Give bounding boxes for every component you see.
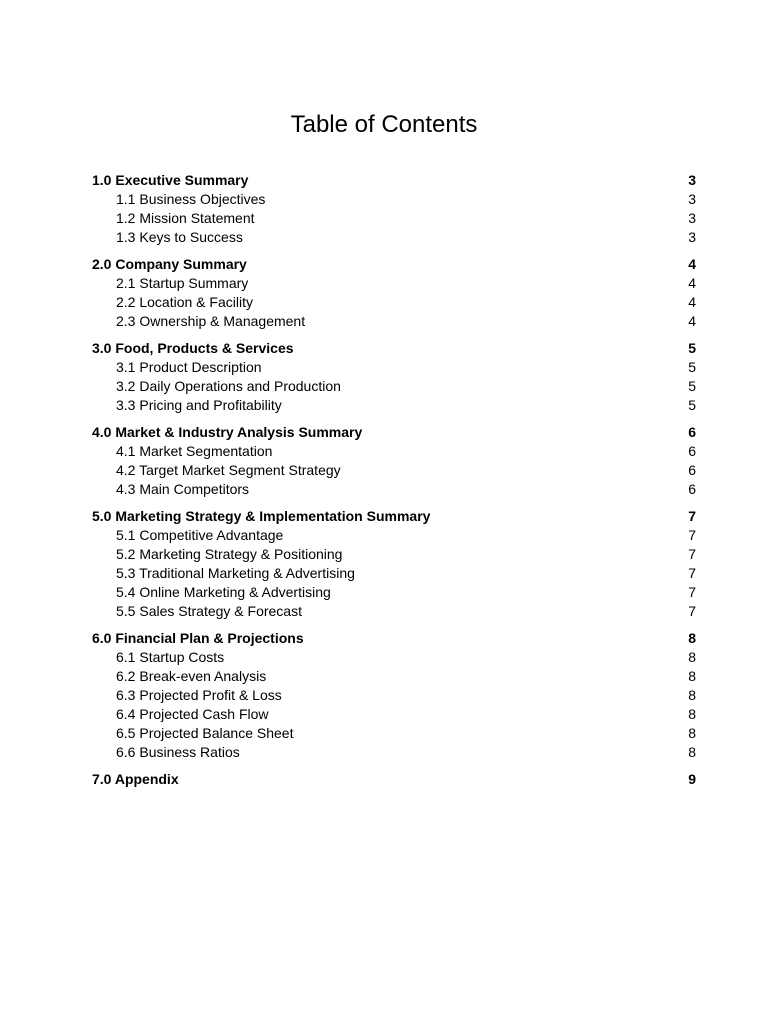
toc-entry-label: 6.0 Financial Plan & Projections (92, 630, 304, 646)
toc-entry-label: 5.5 Sales Strategy & Forecast (116, 603, 302, 619)
toc-entry-label: 3.3 Pricing and Profitability (116, 397, 282, 413)
toc-entry-page: 3 (688, 191, 696, 207)
toc-entry-label: 3.2 Daily Operations and Production (116, 378, 341, 394)
toc-entry-page: 6 (688, 424, 696, 440)
toc-entry-page: 7 (688, 584, 696, 600)
toc-sub-entry[interactable] (92, 377, 696, 396)
toc-entry-label: 5.1 Competitive Advantage (116, 527, 284, 543)
toc-main-entry[interactable] (92, 770, 696, 789)
toc-entry-page: 4 (688, 294, 696, 310)
toc-section (92, 339, 696, 415)
toc-sub-entry[interactable] (92, 526, 696, 545)
table-of-contents (92, 171, 696, 797)
toc-entry-page: 6 (688, 481, 696, 497)
toc-main-entry[interactable] (92, 171, 696, 190)
toc-entry-label: 6.4 Projected Cash Flow (116, 706, 269, 722)
toc-entry-label: 3.1 Product Description (116, 359, 262, 375)
toc-entry-page: 6 (688, 462, 696, 478)
toc-sub-entry[interactable] (92, 228, 696, 247)
toc-entry-label: 6.6 Business Ratios (116, 744, 240, 760)
toc-entry-label: 3.0 Food, Products & Services (92, 340, 294, 356)
toc-sub-entry[interactable] (92, 564, 696, 583)
toc-entry-page: 8 (688, 744, 696, 760)
toc-sub-entry[interactable] (92, 480, 696, 499)
toc-entry-label: 4.1 Market Segmentation (116, 443, 273, 459)
toc-main-entry[interactable] (92, 629, 696, 648)
toc-entry-label: 6.1 Startup Costs (116, 649, 225, 665)
toc-entry-label: 4.3 Main Competitors (116, 481, 250, 497)
toc-entry-page: 4 (688, 313, 696, 329)
toc-sub-entry[interactable] (92, 209, 696, 228)
toc-main-entry[interactable] (92, 423, 696, 442)
toc-sub-entry[interactable] (92, 442, 696, 461)
toc-entry-label: 6.2 Break-even Analysis (116, 668, 267, 684)
toc-section (92, 770, 696, 789)
toc-sub-entry[interactable] (92, 293, 696, 312)
toc-section (92, 507, 696, 621)
toc-entry-page: 7 (688, 603, 696, 619)
toc-sub-entry[interactable] (92, 705, 696, 724)
toc-entry-page: 3 (688, 210, 696, 226)
toc-main-entry[interactable] (92, 339, 696, 358)
toc-entry-page: 8 (688, 706, 696, 722)
toc-entry-label: 1.1 Business Objectives (116, 191, 266, 207)
toc-entry-page: 5 (688, 340, 696, 356)
toc-section (92, 171, 696, 247)
toc-entry-page: 7 (688, 527, 696, 543)
toc-main-entry[interactable] (92, 507, 696, 526)
toc-entry-label: 6.3 Projected Profit & Loss (116, 687, 282, 703)
toc-sub-entry[interactable] (92, 396, 696, 415)
toc-section (92, 255, 696, 331)
toc-entry-label: 1.0 Executive Summary (92, 172, 249, 188)
page-title: Table of Contents (290, 111, 478, 138)
toc-section (92, 629, 696, 762)
toc-entry-label: 7.0 Appendix (92, 771, 179, 787)
toc-entry-page: 4 (688, 275, 696, 291)
toc-entry-page: 4 (688, 256, 696, 272)
toc-sub-entry[interactable] (92, 648, 696, 667)
toc-entry-page: 8 (688, 725, 696, 741)
toc-entry-page: 6 (688, 443, 696, 459)
toc-sub-entry[interactable] (92, 743, 696, 762)
toc-sub-entry[interactable] (92, 602, 696, 621)
toc-entry-label: 1.3 Keys to Success (116, 229, 243, 245)
toc-entry-label: 2.1 Startup Summary (116, 275, 249, 291)
toc-section (92, 423, 696, 499)
toc-main-entry[interactable] (92, 255, 696, 274)
toc-entry-page: 7 (688, 565, 696, 581)
toc-entry-label: 2.2 Location & Facility (116, 294, 253, 310)
toc-entry-label: 5.3 Traditional Marketing & Advertising (116, 565, 355, 581)
toc-entry-page: 3 (688, 229, 696, 245)
toc-entry-label: 4.0 Market & Industry Analysis Summary (92, 424, 363, 440)
toc-entry-label: 1.2 Mission Statement (116, 210, 255, 226)
toc-entry-label: 4.2 Target Market Segment Strategy (116, 462, 341, 478)
toc-entry-label: 5.0 Marketing Strategy & Implementation Summary (92, 508, 431, 524)
toc-sub-entry[interactable] (92, 667, 696, 686)
toc-entry-label: 2.3 Ownership & Management (116, 313, 306, 329)
toc-sub-entry[interactable] (92, 686, 696, 705)
toc-entry-page: 5 (688, 378, 696, 394)
toc-entry-page: 9 (688, 771, 696, 787)
toc-sub-entry[interactable] (92, 358, 696, 377)
toc-sub-entry[interactable] (92, 545, 696, 564)
toc-sub-entry[interactable] (92, 583, 696, 602)
toc-entry-page: 8 (688, 630, 696, 646)
toc-entry-page: 7 (688, 546, 696, 562)
toc-sub-entry[interactable] (92, 190, 696, 209)
toc-entry-label: 6.5 Projected Balance Sheet (116, 725, 294, 741)
toc-entry-page: 8 (688, 687, 696, 703)
toc-sub-entry[interactable] (92, 724, 696, 743)
toc-entry-page: 5 (688, 359, 696, 375)
toc-sub-entry[interactable] (92, 461, 696, 480)
toc-entry-page: 8 (688, 649, 696, 665)
toc-entry-label: 5.2 Marketing Strategy & Positioning (116, 546, 343, 562)
toc-sub-entry[interactable] (92, 312, 696, 331)
toc-sub-entry[interactable] (92, 274, 696, 293)
toc-entry-page: 5 (688, 397, 696, 413)
toc-entry-page: 7 (688, 508, 696, 524)
toc-entry-label: 5.4 Online Marketing & Advertising (116, 584, 331, 600)
toc-entry-page: 8 (688, 668, 696, 684)
toc-entry-label: 2.0 Company Summary (92, 256, 247, 272)
toc-entry-page: 3 (688, 172, 696, 188)
